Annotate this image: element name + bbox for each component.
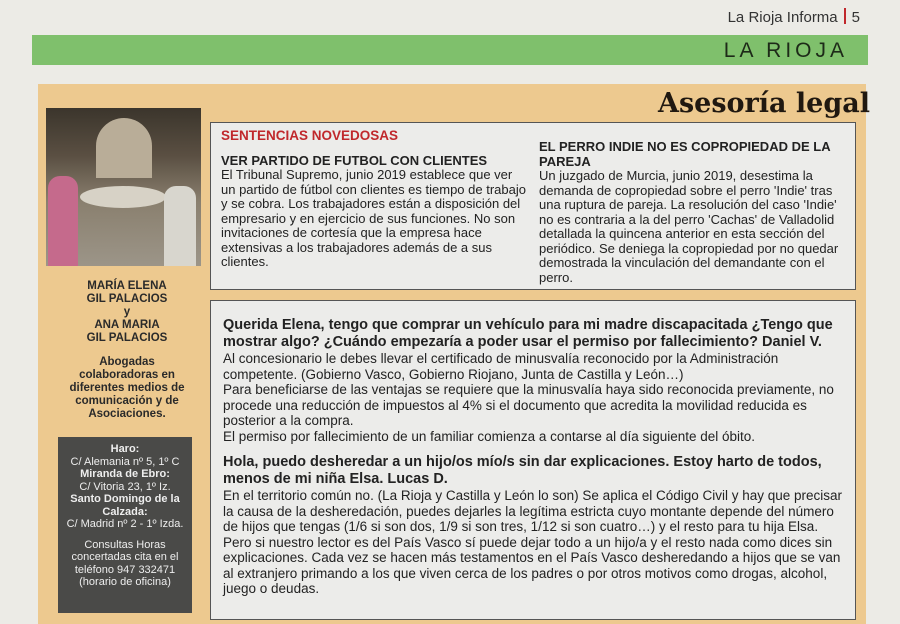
sentencia-left	[221, 129, 526, 270]
header-divider	[844, 8, 846, 24]
authors-photo	[46, 108, 201, 266]
sentencia-title: VER PARTIDO DE FUTBOL CON CLIENTES	[221, 152, 488, 168]
sentencia-body: Un juzgado de Murcia, junio 2019, desestima la demanda de copropiedad sobre el perro 'Indie' tras una ruptura de pareja. La resolución del caso 'Indie' no es contraria a la del perro 'Cachas' de Valladolid detallada la quincena anterior en esta sección del periódico. Se deniega la copropiedad por no quedar demostrada la vinculación del demandante con el perro.	[539, 168, 839, 285]
appointment-info: Consultas Horas concertadas cita en el teléfono 947 332471 (horario de oficina)	[71, 538, 179, 588]
author-name: ANA MARIA	[94, 319, 160, 331]
office-label: Miranda de Ebro:	[80, 468, 170, 480]
office-label: Haro:	[110, 443, 140, 455]
photo-fountain	[80, 186, 166, 208]
answer-paragraph: Al concesionario le debes llevar el certificado de minusvalía reconocido por la Administración competente. (Gobierno Vasco, Gobierno Riojano, Junta de Castilla y León…)	[223, 351, 779, 382]
author-role: Abogadas colaboradoras en diferentes medios de comunicación y de Asociaciones.	[69, 356, 185, 420]
sentencias-heading: SENTENCIAS NOVEDOSAS	[221, 128, 399, 143]
region-label: LA RIOJA	[723, 39, 848, 62]
office-label: Santo Domingo de la Calzada:	[70, 493, 180, 518]
page-number: 5	[851, 9, 860, 26]
contact-box	[58, 437, 192, 613]
page-header	[728, 8, 860, 26]
section-title: Asesoría legal	[658, 88, 870, 119]
answer-paragraph: El permiso por fallecimiento de un familiar comienza a contarse al día siguiente del óbito.	[223, 428, 756, 444]
sentencias-box	[210, 122, 856, 290]
author-names	[48, 280, 206, 345]
question-text: Hola, puedo desheredar a un hijo/os mío/s sin dar explicaciones. Estoy harto de todos, menos de mi niña Elsa. Lucas D.	[223, 454, 822, 487]
answer-paragraph: Para beneficiarse de las ventajas se requiere que la minusvalía haya sido reconocida previamente, no procede una reducción de impuestos al 4% si el documento que acredita la movilidad reducida es posterior a la compra.	[223, 382, 834, 428]
answer-paragraph: Pero si nuestro lector es del País Vasco sí puede dejar todo a un hijo/a y el resto nada como dices sin explicaciones. Cada vez se hacen más testamentos en el País Vasco desheredando a hijos que se van al extranjero primando a los que viven cerca de los padres o por otros motivos como drogas, alcohol, juego o deudas.	[223, 534, 841, 596]
office-address: C/ Madrid nº 2 - 1º Izda.	[66, 518, 184, 530]
photo-person	[164, 186, 196, 266]
sentencia-body: El Tribunal Supremo, junio 2019 establece que ver un partido de fútbol con clientes es tiempo de trabajo y se cobra. Los trabajadores están a disposición del empresario y en ejercicio de sus funciones. No son invitaciones de cortesía que la empresa hace extensivas a los trabajadores además de a sus clientes.	[221, 167, 526, 269]
office-address: C/ Alemania nº 5, 1º C	[70, 455, 180, 468]
photo-arch	[96, 118, 152, 178]
office-address: C/ Vitoria 23, 1º Iz.	[79, 480, 171, 493]
region-banner	[32, 35, 868, 65]
author-surname: GIL PALACIOS	[86, 293, 168, 305]
publication-name: La Rioja Informa	[727, 9, 838, 26]
photo-person	[48, 176, 78, 266]
answer-paragraph: En el territorio común no. (La Rioja y Castilla y León lo son) Se aplica el Código Civil y hay que precisar la causa de la desheredación, puedes dejarles la legítima estricta cuyo montante depende del número de hijos que tengas (1/6 si son dos, 1/9 si son tres, 1/12 si son cuatro…) y el resto para tu hija Elsa.	[223, 488, 843, 534]
consultas-box	[210, 300, 856, 620]
question-text: Querida Elena, tengo que comprar un vehículo para mi madre discapacitada ¿Tengo que mostrar algo? ¿Cuándo empezaría a poder usar el permiso por fallecimiento? Daniel V.	[223, 317, 833, 350]
author-conjunction: y	[123, 306, 131, 318]
sentencia-right	[539, 140, 847, 285]
author-surname: GIL PALACIOS	[86, 332, 168, 344]
author-name: MARÍA ELENA	[87, 280, 167, 292]
sentencia-title: EL PERRO INDIE NO ES COPROPIEDAD DE LA PAREJA	[539, 139, 831, 169]
